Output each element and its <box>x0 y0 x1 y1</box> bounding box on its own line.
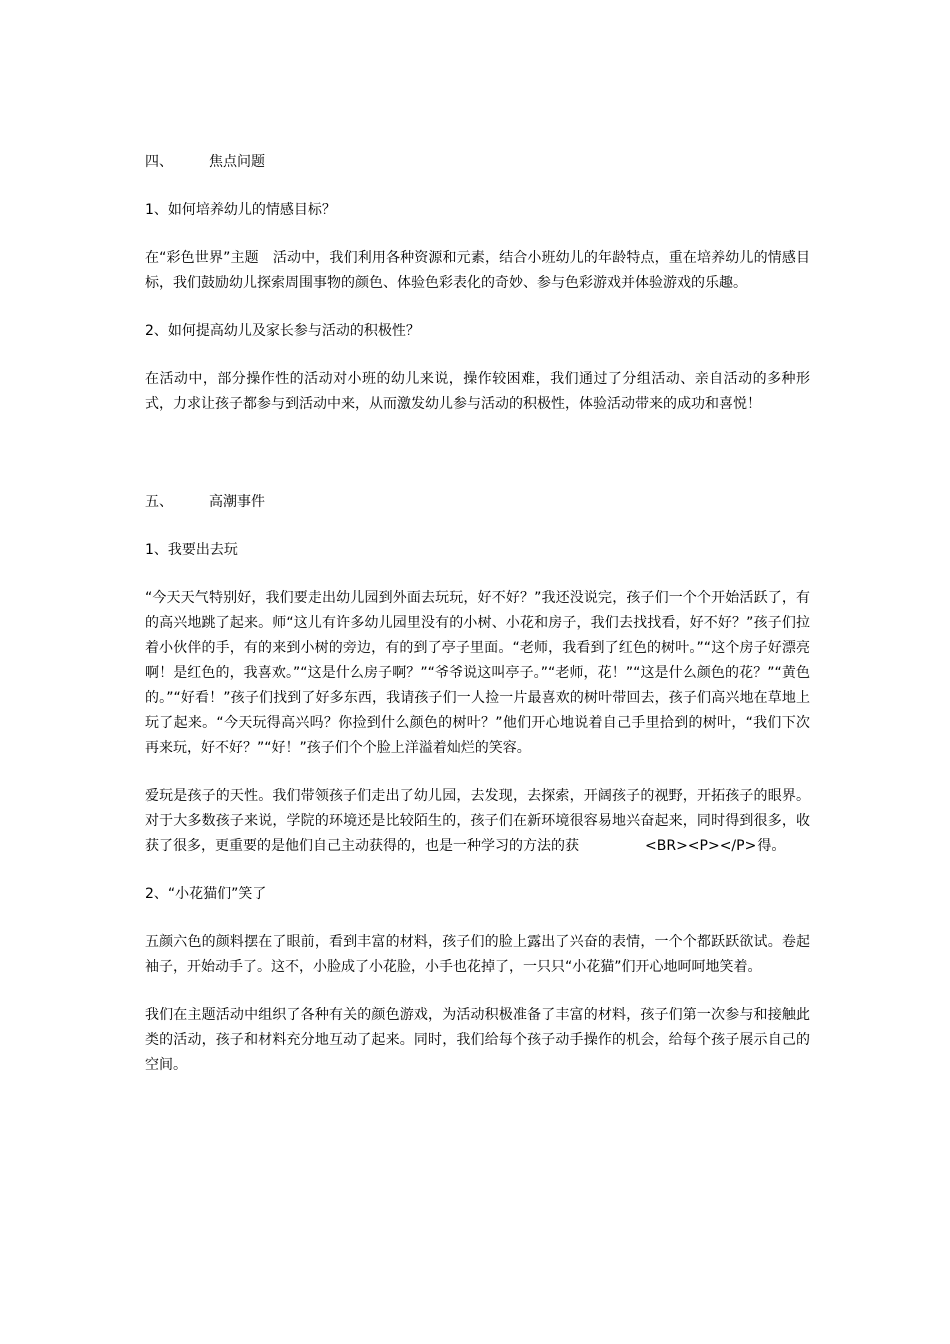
section-5-title: 高潮事件 <box>209 494 265 510</box>
question-2-title: 2、如何提高幼儿及家长参与活动的积极性？ <box>145 323 420 339</box>
question-2-body: 在活动中，部分操作性的活动对小班的幼儿来说，操作较困难，我们通过了分组活动、亲自活动的多种形式，力求让孩子都参与到活动中来，从而激发幼儿参与活动的积极性，体验活动带来的成功和喜悦！ <box>145 371 810 412</box>
question-1-title: 1、如何培养幼儿的情感目标？ <box>145 202 336 218</box>
stray-html-tag: <BR><P></P> <box>645 838 757 854</box>
event-2-title: 2、“小花猫们”笑了 <box>145 886 267 902</box>
event-1-reflection-end: 得。 <box>757 838 786 854</box>
section-4-title: 焦点问题 <box>209 154 265 170</box>
event-2-body: 五颜六色的颜料摆在了眼前，看到丰富的材料，孩子们的脸上露出了兴奋的表情，一个个都跃跃欲试。卷起袖子，开始动手了。这不，小脸成了小花脸，小手也花掉了，一只只“小花猫”们开心地呵呵地笑着。 <box>145 934 810 975</box>
event-1-title: 1、我要出去玩 <box>145 542 238 558</box>
section-5-number: 五、 <box>145 494 173 510</box>
section-5-heading <box>145 490 810 515</box>
event-1-reflection-text: 爱玩是孩子的天性。我们带领孩子们走出了幼儿园，去发现，去探索，开阔孩子的视野，开拓孩子的眼界。对于大多数孩子来说，学院的环境还是比较陌生的，孩子们在新环境很容易地兴奋起来，同时得到很多，收获了很多，更重要的是他们自己主动获得的，也是一种学习的方法的获 <box>145 788 810 854</box>
document-page <box>145 150 810 1078</box>
question-1-body: 在“彩色世界”主题 活动中，我们利用各种资源和元素，结合小班幼儿的年龄特点，重在培养幼儿的情感目标，我们鼓励幼儿探索周围事物的颜色、体验色彩表化的奇妙、参与色彩游戏并体验游戏的乐趣。 <box>145 250 810 291</box>
event-2-reflection: 我们在主题活动中组织了各种有关的颜色游戏，为活动积极准备了丰富的材料，孩子们第一次参与和接触此类的活动，孩子和材料充分地互动了起来。同时，我们给每个孩子动手操作的机会，给每个孩子展示自己的空间。 <box>145 1007 810 1073</box>
event-1-reflection <box>145 784 810 859</box>
event-1-body: “今天天气特别好，我们要走出幼儿园到外面去玩玩，好不好？”我还没说完，孩子们一个个开始活跃了，有的高兴地跳了起来。师“这儿有许多幼儿园里没有的小树、小花和房子，我们去找找看，好不好？”孩子们拉着小伙伴的手，有的来到小树的旁边，有的到了亭子里面。“老师，我看到了红色的树叶。”“这个房子好漂亮啊！是红色的，我喜欢。”“这是什么房子啊？”“爷爷说这叫亭子。”“老师，花！”“这是什么颜色的花？”“黄色的。”“好看！”孩子们找到了好多东西，我请孩子们一人捡一片最喜欢的树叶带回去，孩子们高兴地在草地上玩了起来。“今天玩得高兴吗？你捡到什么颜色的树叶？”他们开心地说着自己手里拾到的树叶，“我们下次再来玩，好不好？”“好！”孩子们个个脸上洋溢着灿烂的笑容。 <box>145 590 810 756</box>
section-4-heading <box>145 150 810 175</box>
section-4-number: 四、 <box>145 154 173 170</box>
